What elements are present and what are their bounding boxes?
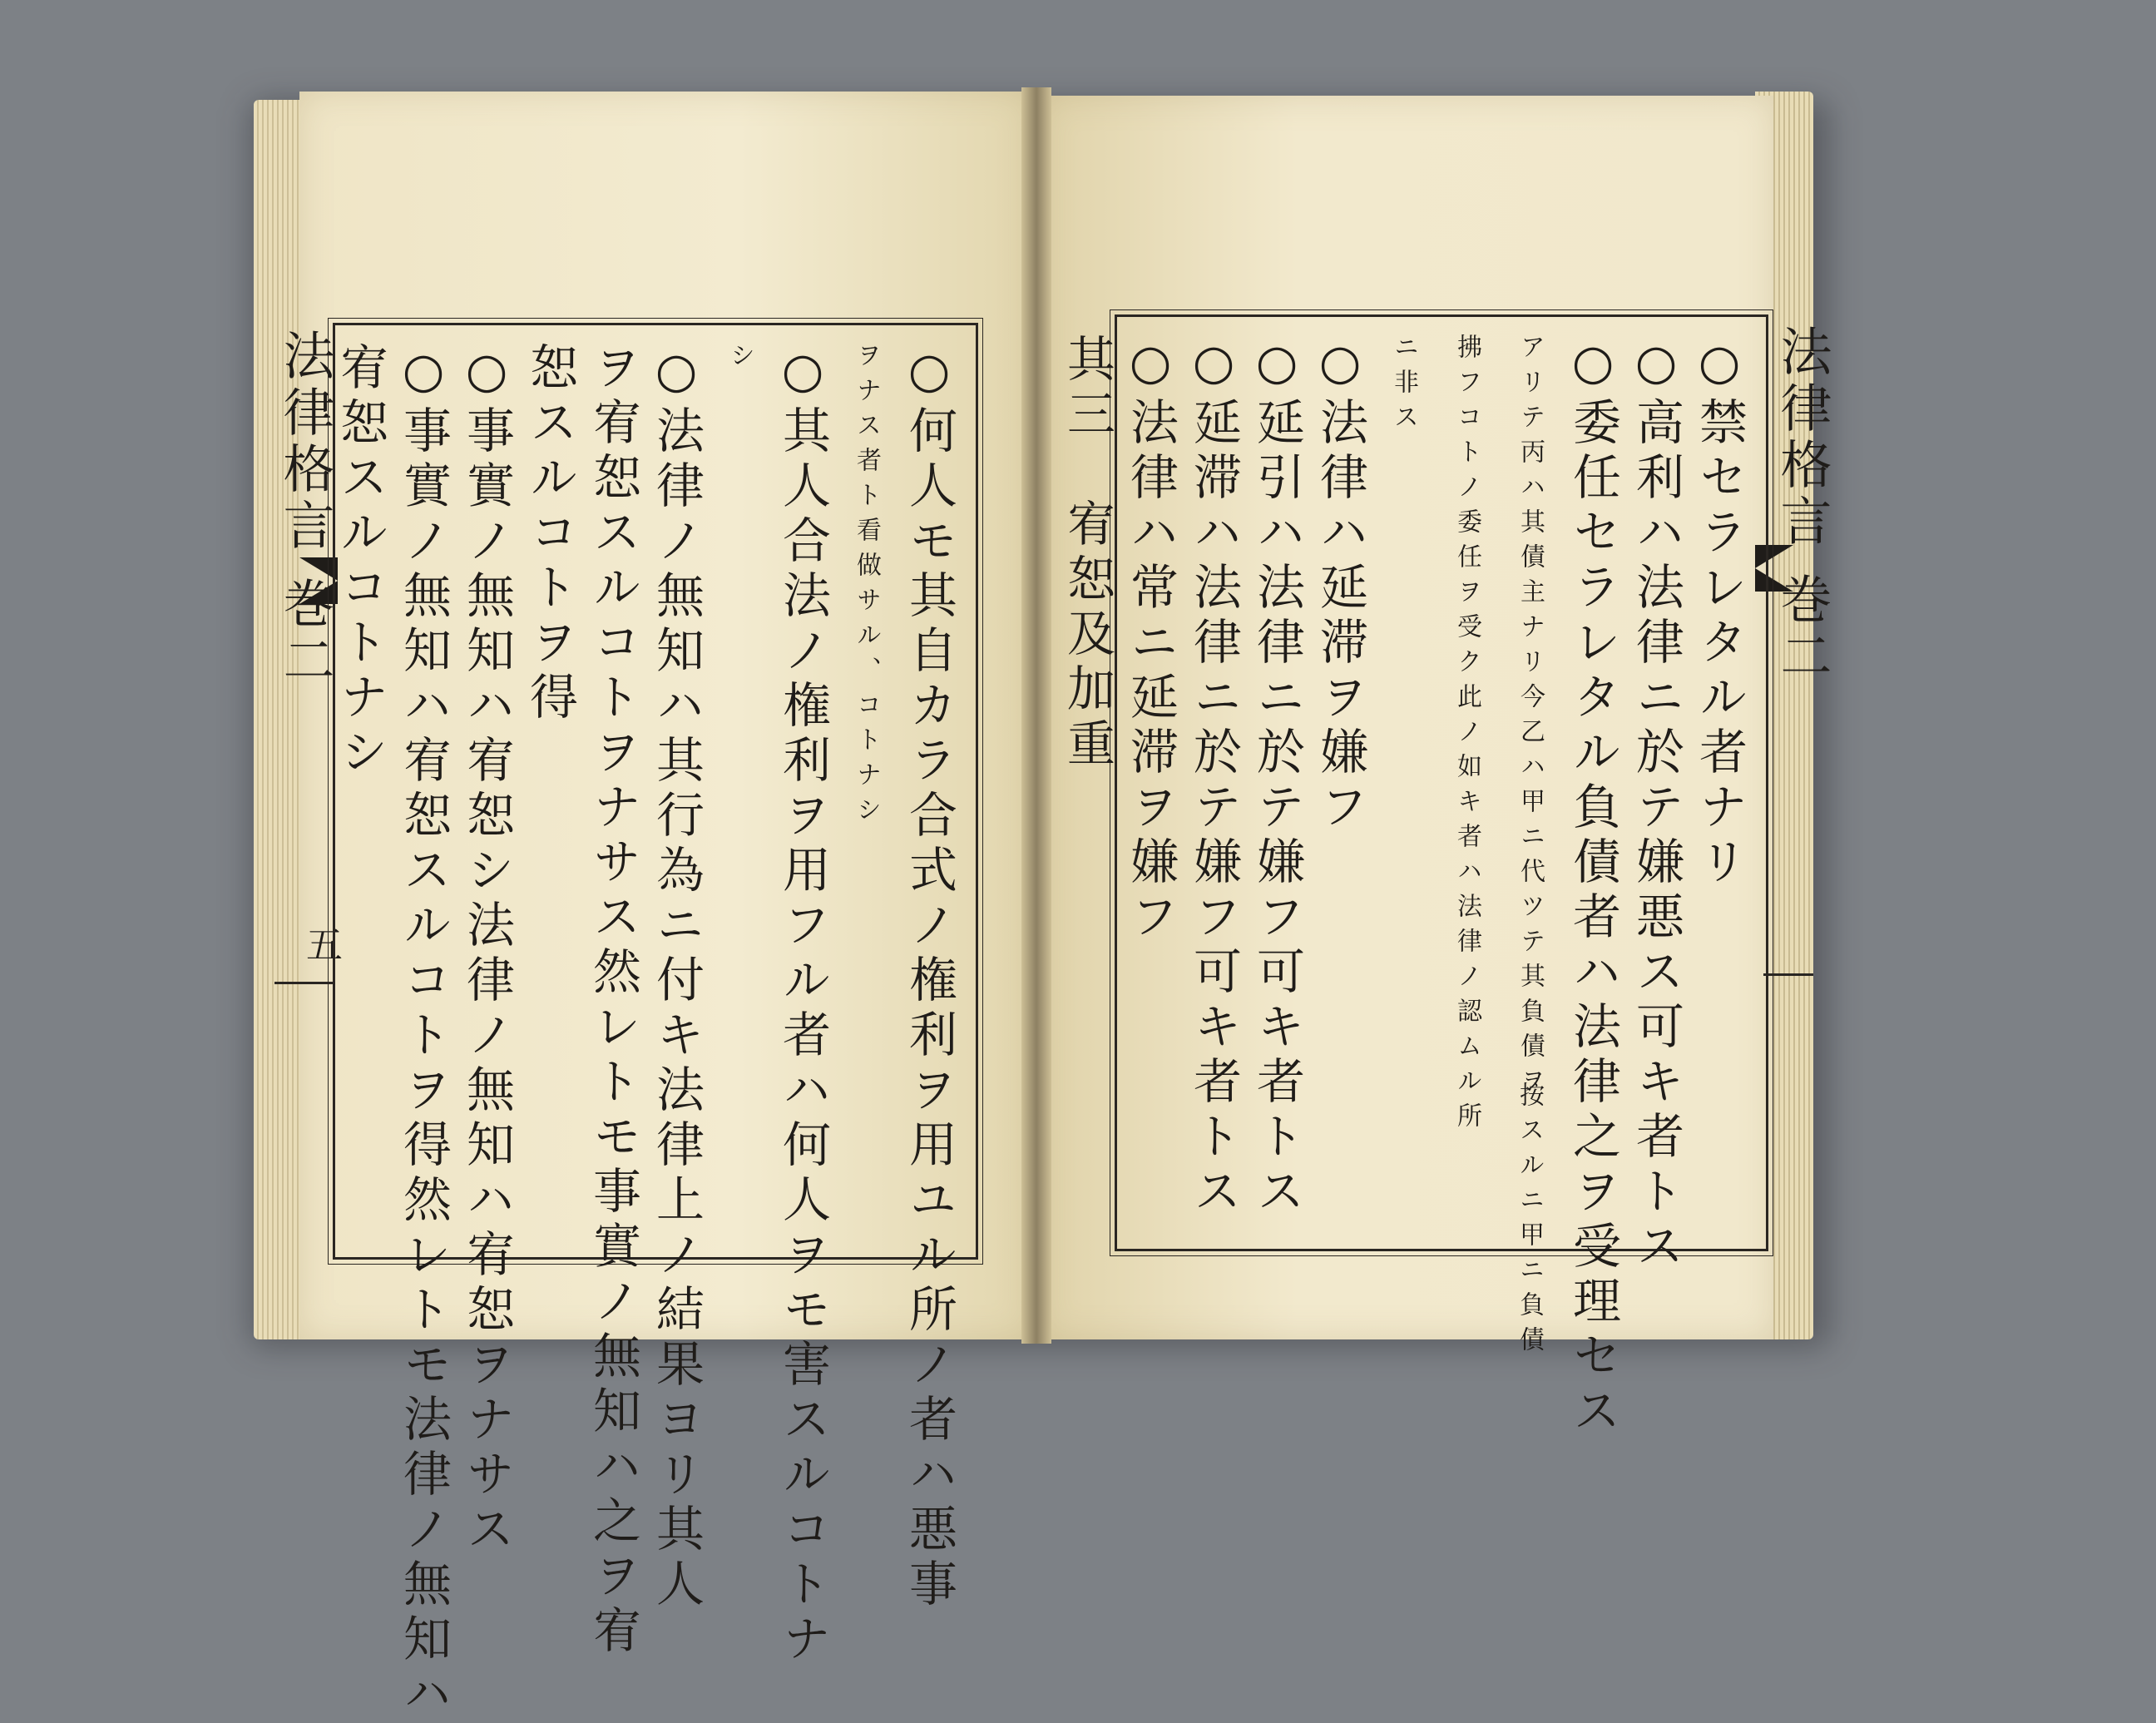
right_page-column: ○高利ハ法律ニ於テ嫌悪ス可キ者トス xyxy=(1628,334,1684,1275)
left_page-column: 恕スルコトヲ得 xyxy=(522,342,578,726)
left_page-column: シ xyxy=(725,342,754,377)
right_page-column: ○延引ハ法律ニ於テ嫌フ可キ者トス xyxy=(1249,334,1305,1220)
left_page-column: ○其人合法ノ権利ヲ用フル者ハ何人ヲモ害スルコトナ xyxy=(774,342,831,1668)
right_page-column: ○法律ハ常ニ延滞ヲ嫌フ xyxy=(1122,334,1179,946)
right-margin-rule xyxy=(1763,973,1813,976)
right-text-frame xyxy=(1059,314,1768,1440)
right_page-column: ○延滞ハ法律ニ於テ嫌フ可キ者トス xyxy=(1185,334,1242,1220)
left_page-column: ○法律ノ無知ハ其行為ニ付キ法律上ノ結果ヨリ其人 xyxy=(648,342,705,1613)
right_page-column: ○委任セラレタル負債者ハ法律之ヲ受理セス xyxy=(1565,334,1621,1440)
left-text-columns xyxy=(332,325,976,1723)
left_page-column: ヲナス者ト看做サル、コトナシ xyxy=(852,342,881,831)
right-text-columns xyxy=(1059,317,1766,1440)
book-gutter xyxy=(1021,87,1051,1344)
left_page-column: ○何人モ其自カラ合式ノ権利ヲ用ユル所ノ者ハ悪事 xyxy=(901,342,957,1613)
left-margin-title: 法律格言 巻二 xyxy=(274,329,335,690)
right_page-column: 拂フコトノ委任ヲ受ク此ノ如キ者ハ法律ノ認ムル所 xyxy=(1452,334,1481,1137)
right_page-column: ○禁セラレタル者ナリ xyxy=(1691,334,1748,891)
left-page-number: 五 xyxy=(306,924,343,967)
left_page-column: ○事實ノ無知ハ宥恕スルコトヲ得然レトモ法律ノ無知ハ xyxy=(395,342,452,1723)
left-text-frame xyxy=(332,323,978,1723)
left_page-column: ヲ宥恕スルコトヲナサス然レトモ事實ノ無知ハ之ヲ宥 xyxy=(585,342,641,1660)
right-page-note: 按スルニ甲ニ負債 xyxy=(1515,1082,1544,1361)
left-margin-rule xyxy=(274,982,333,984)
right_page-column: ニ非ス xyxy=(1389,334,1418,438)
right_page-column: ○法律ハ延滞ヲ嫌フ xyxy=(1312,334,1368,836)
right-margin-title: 法律格言 巻二 xyxy=(1772,324,1832,686)
left_page-column: ○事實ノ無知ハ宥恕シ法律ノ無知ハ宥恕ヲナサス xyxy=(458,342,515,1558)
right_page-column: 其三 宥恕及加重 xyxy=(1059,334,1115,773)
left_page-column: 宥恕スルコトナシ xyxy=(332,342,388,781)
right_page-column: アリテ丙ハ其債主ナリ今乙ハ甲ニ代ツテ其負債ヲ xyxy=(1516,334,1545,1102)
